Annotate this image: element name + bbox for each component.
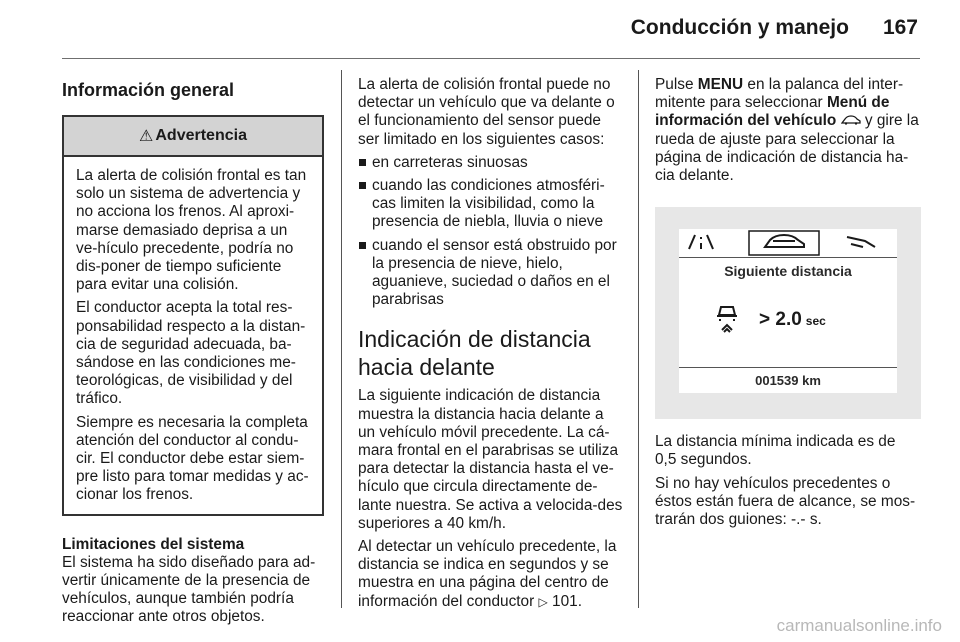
limitations-list xyxy=(358,154,624,310)
page-reference[interactable]: 101. xyxy=(552,592,582,610)
distance-number: > 2.0 xyxy=(759,309,802,331)
column-middle xyxy=(358,76,624,616)
driver-info-screen xyxy=(679,229,897,393)
menu-item-label: Menú de información del vehículo xyxy=(655,94,890,130)
column-divider xyxy=(341,70,342,608)
menu-key-label: MENU xyxy=(697,76,744,93)
chapter-title: Conducción y manejo xyxy=(630,16,849,39)
distance-value xyxy=(759,309,826,331)
display-label: Siguiente distancia xyxy=(724,263,852,280)
no-vehicle-paragraph: Si no hay vehículos precedentes o éstos están fuera de alcance, se mos-trarán dos guiones: -.- s. xyxy=(655,474,916,529)
header-rule xyxy=(62,58,920,59)
page-reference-icon: ▷ xyxy=(538,594,548,609)
column-left xyxy=(62,76,324,631)
distance-paragraph: La siguiente indicación de distancia muestra la distancia hacia delante a un vehículo móvil precedente. La cá-mara frontal en el parabrisas se utiliza para detectar la distancia hasta el ve-hículo que circula directamente de-lante nuestra. Se activa a velocida-des superiores a 40 km/h. xyxy=(358,387,623,532)
list-item: cuando el sensor está obstruido por la presencia de nieve, hielo, aguanieve, suciedad o daños en el parabrisas xyxy=(358,237,624,310)
warning-label: Advertencia xyxy=(155,127,247,144)
instructions-paragraph xyxy=(655,76,921,185)
list-item: en carreteras sinuosas xyxy=(358,154,624,172)
column-divider xyxy=(638,70,639,608)
warning-box xyxy=(62,115,324,516)
warning-header xyxy=(64,117,322,157)
display-icons xyxy=(679,229,897,257)
warning-triangle-icon: ⚠ xyxy=(139,128,154,145)
limits-text: El sistema ha sido diseñado para ad-vertir únicamente de la presencia de vehículos, aunque también podría reaccionar ante otros objetos. xyxy=(62,553,316,626)
limits-heading: Limitaciones del sistema xyxy=(62,535,245,553)
warning-body xyxy=(64,157,322,514)
intro-paragraph: La alerta de colisión frontal puede no detectar un vehículo que va delante o el funcionamiento del sensor puede ser limitado en los siguientes casos: xyxy=(358,76,615,148)
instruction-text: en la palanca del inter-mitente para seleccionar xyxy=(655,76,904,112)
vehicle-car-icon xyxy=(841,115,861,125)
warning-paragraph: Siempre es necesaria la completa atención del conductor al condu-cir. El conductor debe estar siem-pre listo para tomar medidas y ac-cionar los frenos. xyxy=(76,413,309,504)
distance-paragraph-2 xyxy=(358,538,624,611)
section-title-general-info: Información general xyxy=(62,80,235,100)
warning-paragraph: El conductor acepta la total res-ponsabilidad respecto a la distan-cia de seguridad adecuada, ba-sándose en las condiciones me-teorológicas, de visibilidad y del tráfico. xyxy=(76,299,306,408)
next-page-icon xyxy=(847,237,875,247)
column-right xyxy=(655,76,921,534)
lane-icon xyxy=(689,235,713,249)
instruction-text: y gire la rueda de ajuste para seleccionar la página de indicación de distancia ha-cia delante. xyxy=(655,112,919,185)
list-item: cuando las condiciones atmosféri-cas limiten la visibilidad, como la presencia de niebla, lluvia o nieve xyxy=(358,177,624,232)
following-distance-icon xyxy=(713,303,741,333)
min-distance-paragraph: La distancia mínima indicada es de 0,5 segundos. xyxy=(655,433,896,469)
watermark: carmanualsonline.info xyxy=(776,616,942,635)
warning-paragraph: La alerta de colisión frontal es tan solo un sistema de advertencia y no acciona los frenos. Al aproxi-marse demasiado deprisa a un ve-hículo precedente, podría no dis-poner de tiempo suficiente para evitar una colisión. xyxy=(76,167,307,294)
distance-display-figure xyxy=(655,207,921,419)
display-divider xyxy=(679,367,897,368)
page-number: 167 xyxy=(882,16,918,39)
instruction-text: Pulse xyxy=(655,76,694,93)
page-header xyxy=(631,16,918,40)
distance-paragraph-text: Al detectar un vehículo precedente, la distancia se indica en segundos y se muestra en una página del centro de información del conductor xyxy=(358,538,617,610)
odometer-reading: 001539 km xyxy=(755,373,821,389)
distance-unit: sec xyxy=(805,314,826,329)
display-divider xyxy=(679,257,897,258)
section-title-distance: Indicación de distancia hacia delante xyxy=(358,326,591,381)
display-top-icons xyxy=(679,229,897,257)
